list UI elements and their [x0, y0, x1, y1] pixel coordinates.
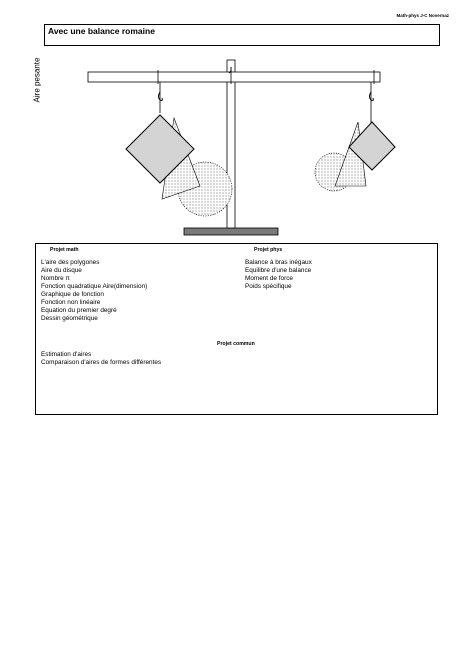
math-item: L'aire des polygones: [41, 259, 100, 266]
math-item: Aire du disque: [41, 267, 82, 275]
math-item: Graphique de fonction: [41, 291, 104, 299]
balance-illustration: [0, 0, 470, 240]
balance-beam: [88, 72, 380, 82]
math-item: Equation du premier degré: [41, 307, 117, 315]
phys-list: [245, 259, 312, 291]
math-item: Nombre π: [41, 275, 70, 283]
math-item: Fonction quadratique Aire(dimension): [41, 283, 148, 291]
phys-item: Balance à bras inégaux: [245, 259, 312, 266]
common-heading: Projet commun: [217, 341, 255, 347]
phys-item: Equilibre d'une balance: [245, 267, 312, 275]
common-item: Comparaison d'aires de formes différentes: [41, 359, 162, 367]
common-list: [41, 351, 161, 367]
math-item: Fonction non linéaire: [41, 299, 101, 307]
left-weights: [126, 82, 232, 216]
header-note: Math-phys J-C Novernaz: [396, 13, 449, 18]
math-heading: Projet math: [50, 247, 79, 253]
balance-base: [184, 228, 278, 235]
page-title: Avec une balance romaine: [48, 26, 155, 36]
phys-item: Moment de force: [245, 275, 293, 283]
math-list: [41, 259, 147, 323]
phys-heading: Projet phys: [254, 247, 283, 253]
projects-box: [35, 243, 438, 415]
side-label: Aire pesante: [32, 57, 42, 103]
right-weights: [315, 82, 395, 191]
phys-item: Poids spécifique: [245, 283, 292, 291]
common-item: Estimation d'aires: [41, 351, 92, 358]
math-item: Dessin géométrique: [41, 315, 98, 323]
